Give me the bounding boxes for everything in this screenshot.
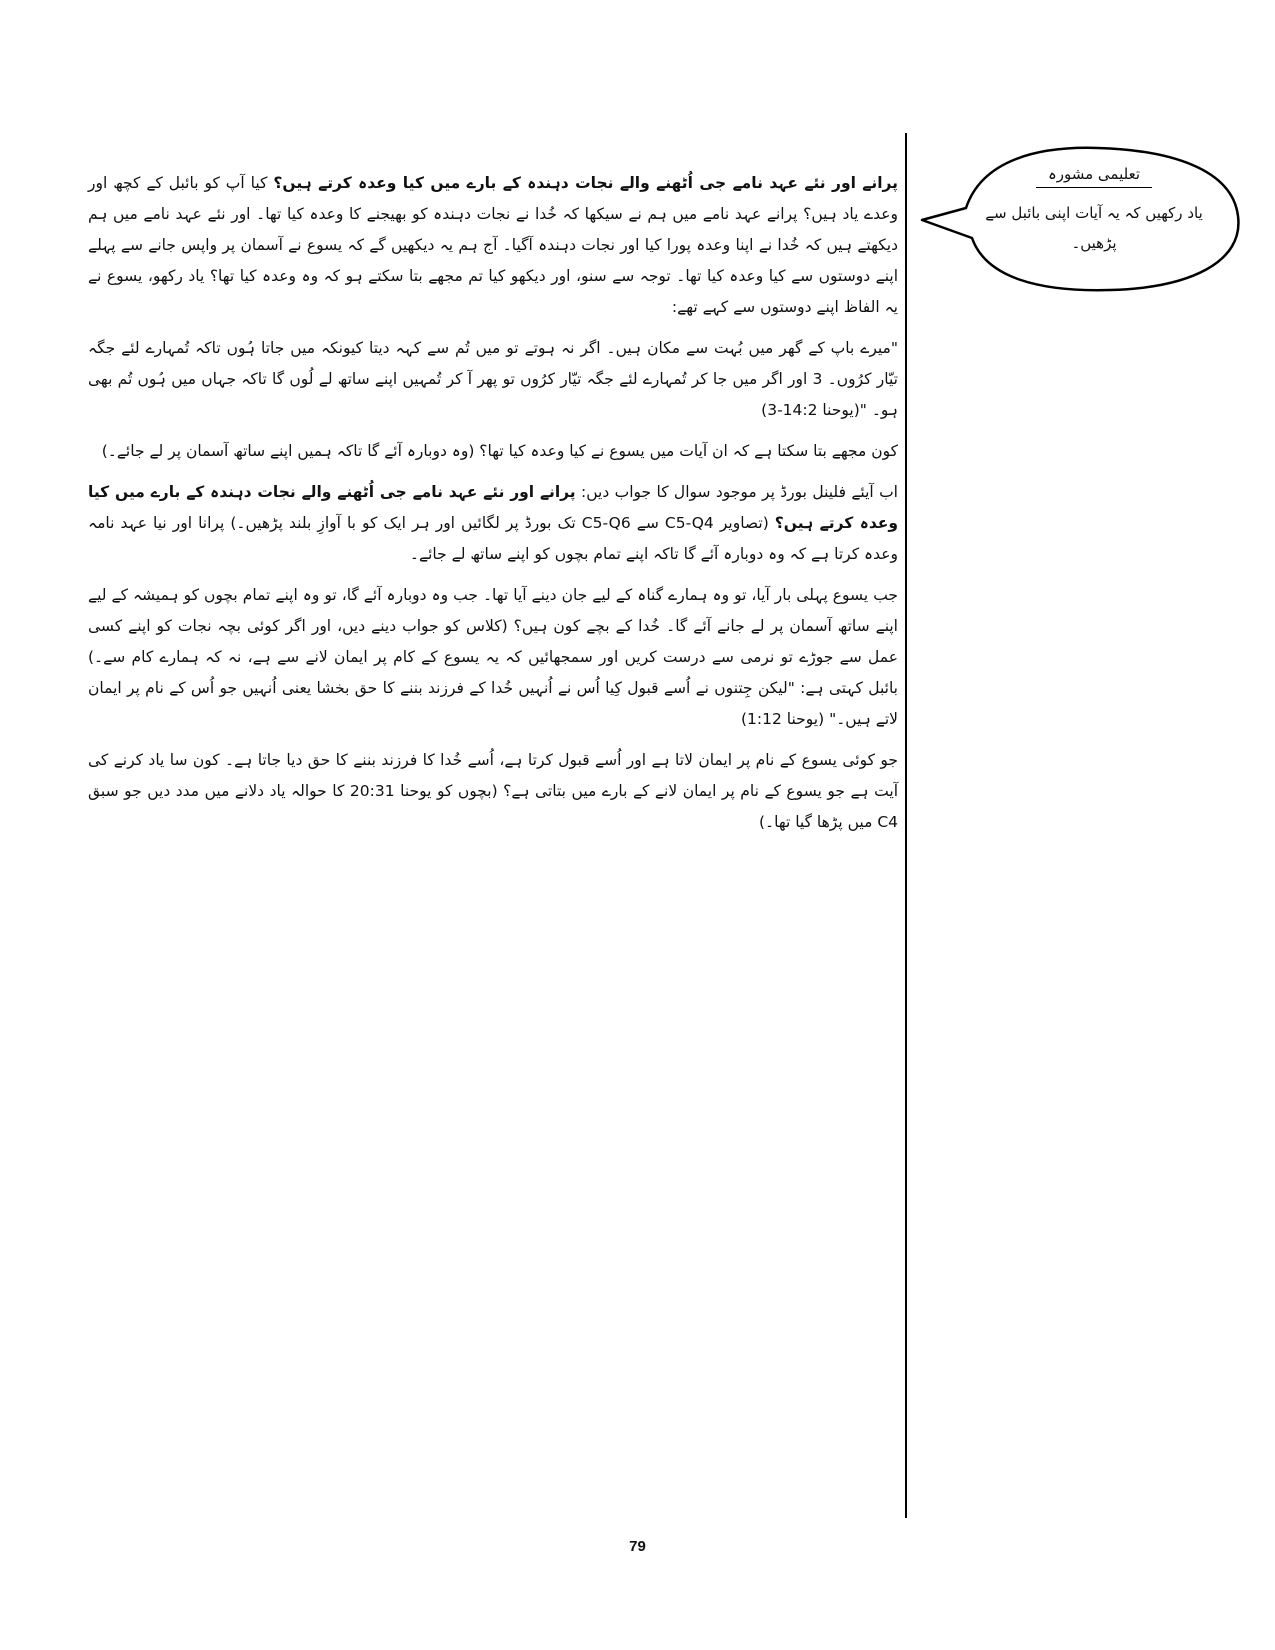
- picture-code-start: C5-Q4: [664, 514, 714, 532]
- intro-text: کیا آپ کو بائبل کے کچھ اور وعدے یاد ہیں؟ پرانے عہد نامے میں ہم نے سیکھا کہ خُدا نے نجات دہندہ کو بھیجنے کا وعدہ کیا تھا۔ اور نئے عہد نامے میں ہم دیکھتے ہیں کہ خُدا نے اپنا وعدہ پورا کیا اور نجات دہندہ آگیا۔ آج ہم یہ دیکھیں گے کہ یسوع نے آسمان پر واپس جانے سے پہلے اپنے دوستوں سے کیا وعدہ کیا تھا۔ توجہ سے سنو، اور دیکھو کیا تم مجھے بتا سکتے ہو کہ وہ وعدہ کیا تھا؟ یاد رکھو، یسوع نے یہ الفاظ اپنے دوستوں سے کہے تھے:: [88, 174, 898, 316]
- page-number: 79: [629, 1538, 646, 1555]
- flannel-text-d: تک بورڈ پر لگائیں اور ہر ایک کو با آوازِ بلند پڑھیں۔) پرانا اور نیا عہد نامہ وعدہ کرتا ہے کہ وہ دوبارہ آئے گا تاکہ اپنے تمام بچوں کو اپنے ساتھ لے جائے۔: [88, 514, 898, 563]
- flannel-text-b: (تصاویر: [713, 514, 775, 532]
- column-divider: [905, 133, 907, 1518]
- flannel-text-c: سے: [630, 514, 665, 532]
- paragraph-children-of-god: جب یسوع پہلی بار آیا، تو وہ ہمارے گناہ کے لیے جان دینے آیا تھا۔ جب وہ دوبارہ آئے گا، تو وہ اپنے تمام بچوں کو ہمیشہ کے لیے اپنے ساتھ آسمان پر لے جانے آئے گا۔ خُدا کے بچے کون ہیں؟ (کلاس کو جواب دینے دیں، اور اگر کوئی بچہ نجات کو اپنے کسی عمل سے جوڑے تو نرمی سے درست کریں اور سمجھائیں کہ یہ یسوع کے کام پر ایمان لانے سے ہے، نہ کہ ہمارے کام سے۔) بائبل کہتی ہے: "لیکن جِتنوں نے اُسے قبول کِیا اُس نے اُنہیں خُدا کے فرزند بننے کا حق بخشا یعنی اُنہیں جو اُس کے نام پر ایمان لاتے ہیں۔" (یوحنا 1:12): [88, 586, 898, 728]
- flannel-text-a: اب آیئے فلینل بورڈ پر موجود سوال کا جواب دیں:: [575, 483, 898, 501]
- paragraph-flannel-board: [88, 477, 898, 570]
- flannel-question: پرانے اور نئے عہد نامے جی اُٹھنے والے نجات دہندہ کے بارے میں کیا وعدہ کرتے ہیں؟: [88, 483, 898, 532]
- paragraph-question: کون مجھے بتا سکتا ہے کہ ان آیات میں یسوع نے کیا وعدہ کیا تھا؟ (وہ دوبارہ آئے گا تاکہ ہمیں اپنے ساتھ آسمان پر لے جائے۔): [101, 442, 898, 460]
- intro-question: پرانے اور نئے عہد نامے جی اُٹھنے والے نجات دہندہ کے بارے میں کیا وعدہ کرتے ہیں؟: [273, 174, 898, 192]
- teaching-tip-text: یاد رکھیں کہ یہ آیات اپنی بائبل سے پڑھیں۔: [985, 204, 1203, 252]
- lesson-body: [88, 168, 898, 848]
- teaching-tip-title: تعلیمی مشورہ: [1036, 163, 1152, 188]
- paragraph-intro: [88, 168, 898, 323]
- paragraph-memory-verse: جو کوئی یسوع کے نام پر ایمان لاتا ہے اور اُسے قبول کرتا ہے، اُسے خُدا کا فرزند بننے کا حق دیا جاتا ہے۔ کون سا یاد کرنے کی آیت ہے جو یسوع کے نام پر ایمان لانے کے بارے میں بتاتی ہے؟ (بچوں کو یوحنا 20:31 کا حوالہ یاد دلانے میں مدد دیں جو سبق C4 میں پڑھا گیا تھا۔): [88, 751, 898, 831]
- scripture-quote-john-14: "میرے باپ کے گھر میں بُہت سے مکان ہیں۔ اگر نہ ہوتے تو میں تُم سے کہہ دیتا کیونکہ میں جاتا ہُوں تاکہ تُمہارے لئے جگہ تیّار کرُوں۔ 3 اور اگر میں جا کر تُمہارے لئے جگہ تیّار کرُوں تو پھر آ کر تُمہیں اپنے ساتھ لے لُوں گا تاکہ جہاں میں ہُوں تُم بھی ہو۔ "(یوحنا 14:2-3): [88, 339, 898, 419]
- teaching-tip: [978, 163, 1210, 258]
- picture-code-end: C5-Q6: [581, 514, 631, 532]
